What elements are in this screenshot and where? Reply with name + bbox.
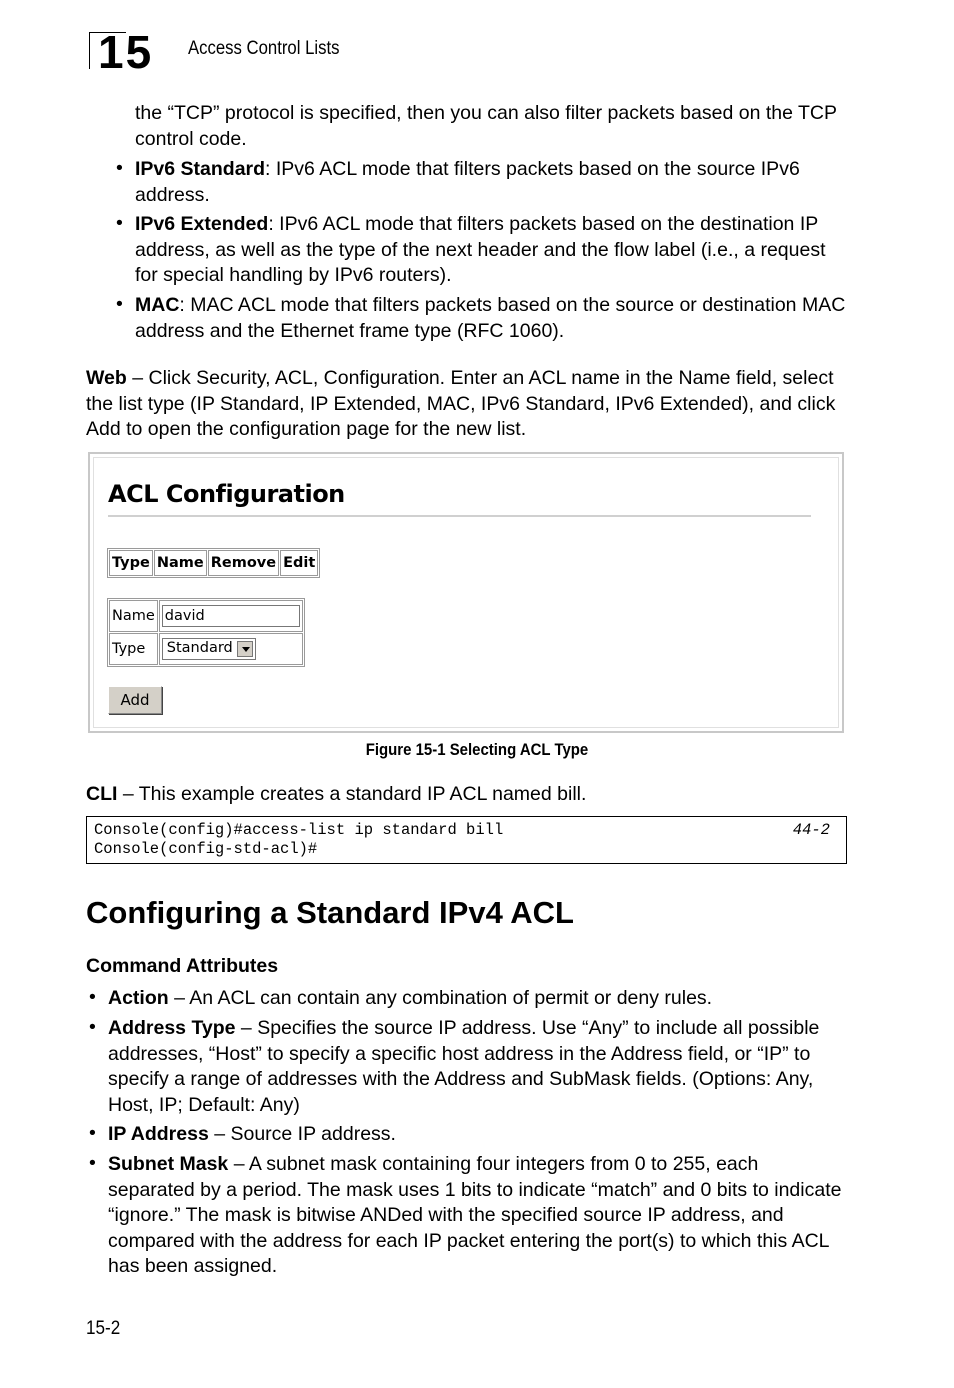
bullet-term: IPv6 Standard: [135, 158, 266, 180]
code-line: Console(config)#access-list ip standard bill: [94, 821, 504, 839]
bullet-desc: – An ACL can contain any combination of permit or deny rules.: [168, 987, 713, 1009]
code-line: Console(config-std-acl)#: [94, 840, 318, 858]
name-cell: [159, 600, 303, 632]
type-select[interactable]: [162, 638, 256, 660]
section-title: Configuring a Standard IPv4 ACL: [86, 895, 574, 930]
name-input[interactable]: [162, 605, 300, 627]
acl-add-form: [107, 598, 305, 667]
bullet-desc: : MAC ACL mode that filters packets based on the source or destination MAC address and the Ethernet frame type (RFC 1060).: [135, 294, 846, 342]
table-header-row: [109, 550, 318, 576]
bullet-dot: •: [89, 986, 96, 1008]
bullet-text: [108, 986, 848, 1012]
col-remove: Remove: [208, 550, 279, 576]
intro-continued: the “TCP” protocol is specified, then you can also filter packets based on the TCP control code.: [135, 102, 837, 150]
form-row-type: [109, 633, 303, 665]
cli-text: – This example creates a standard IP ACL named bill.: [117, 783, 587, 805]
figure-acl-configuration: [88, 452, 844, 733]
bullet-desc: : IPv6 ACL mode that filters packets based on the destination IP address, as well as the type of the next header and the flow label (i.e., a request for special handling by IPv6 routers).: [135, 213, 826, 286]
bullet-desc: – Specifies the source IP address. Use “Any” to include all possible addresses, “Host” to specify a specific host address in the Address field, or “IP” to specify a range of addresses with the Address and SubMask fields. (Options: Any, Host, IP; Default: Any): [108, 1017, 820, 1116]
bullet-text: [108, 1016, 848, 1118]
bullet-dot: •: [89, 1122, 96, 1144]
bullet-text: [108, 1122, 848, 1148]
code-block: [86, 816, 847, 864]
code-reference: 44-2: [792, 821, 830, 839]
web-term: Web: [86, 367, 127, 389]
figure-caption: Figure 15-1 Selecting ACL Type: [365, 740, 589, 759]
bullet-dot: •: [116, 293, 123, 315]
acl-list-table: [107, 548, 320, 578]
col-edit: Edit: [280, 550, 318, 576]
chevron-down-icon[interactable]: [237, 641, 253, 657]
cli-term: CLI: [86, 783, 118, 805]
col-name: Name: [154, 550, 207, 576]
bullet-term: IP Address: [108, 1123, 209, 1145]
bullet-dot: •: [89, 1152, 96, 1174]
bullet-term: IPv6 Extended: [135, 213, 269, 235]
running-head: Access Control Lists: [188, 38, 340, 59]
name-label: Name: [109, 600, 158, 632]
acl-page-title: ACL Configuration: [108, 480, 345, 508]
cli-paragraph: [86, 782, 852, 808]
bullet-term: Address Type: [108, 1017, 236, 1039]
bullet-dot: •: [89, 1016, 96, 1038]
bullet-dot: •: [116, 212, 123, 234]
bullet-text: [135, 212, 850, 289]
title-divider: [108, 515, 811, 517]
col-type: Type: [109, 550, 153, 576]
page-number: 15-2: [86, 1318, 121, 1339]
bullet-term: Action: [108, 987, 169, 1009]
web-paragraph: [86, 366, 852, 443]
bullet-desc: – A subnet mask containing four integers from 0 to 255, each separated by a period. The mask uses 1 bits to indicate “match” and 0 bits to indicate “ignore.” The mask is bitwise ANDed with the specified source IP address, and compared with the address for each IP packet entering the port(s) to which this ACL has been assigned.: [108, 1153, 842, 1277]
add-button[interactable]: Add: [108, 686, 162, 714]
figure-frame: [93, 457, 839, 728]
bullet-term: MAC: [135, 294, 180, 316]
form-row-name: [109, 600, 303, 632]
bullet-text: [135, 157, 850, 208]
web-text: – Click Security, ACL, Configuration. Enter an ACL name in the Name field, select the list type (IP Standard, IP Extended, MAC, IPv6 Standard, IPv6 Extended), and click Add to open the configuration page for the new list.: [86, 367, 836, 440]
chapter-number: 15: [98, 26, 154, 78]
bullet-text: [135, 293, 850, 344]
bullet-term: Subnet Mask: [108, 1153, 229, 1175]
type-select-value: Standard: [166, 640, 233, 656]
subsection-title: Command Attributes: [86, 955, 279, 977]
bullet-desc: – Source IP address.: [208, 1123, 396, 1145]
bullet-desc: : IPv6 ACL mode that filters packets based on the source IPv6 address.: [135, 158, 800, 206]
type-label: Type: [109, 633, 158, 665]
bullet-dot: •: [116, 157, 123, 179]
bullet-text: [108, 1152, 848, 1280]
type-cell: [159, 633, 303, 665]
